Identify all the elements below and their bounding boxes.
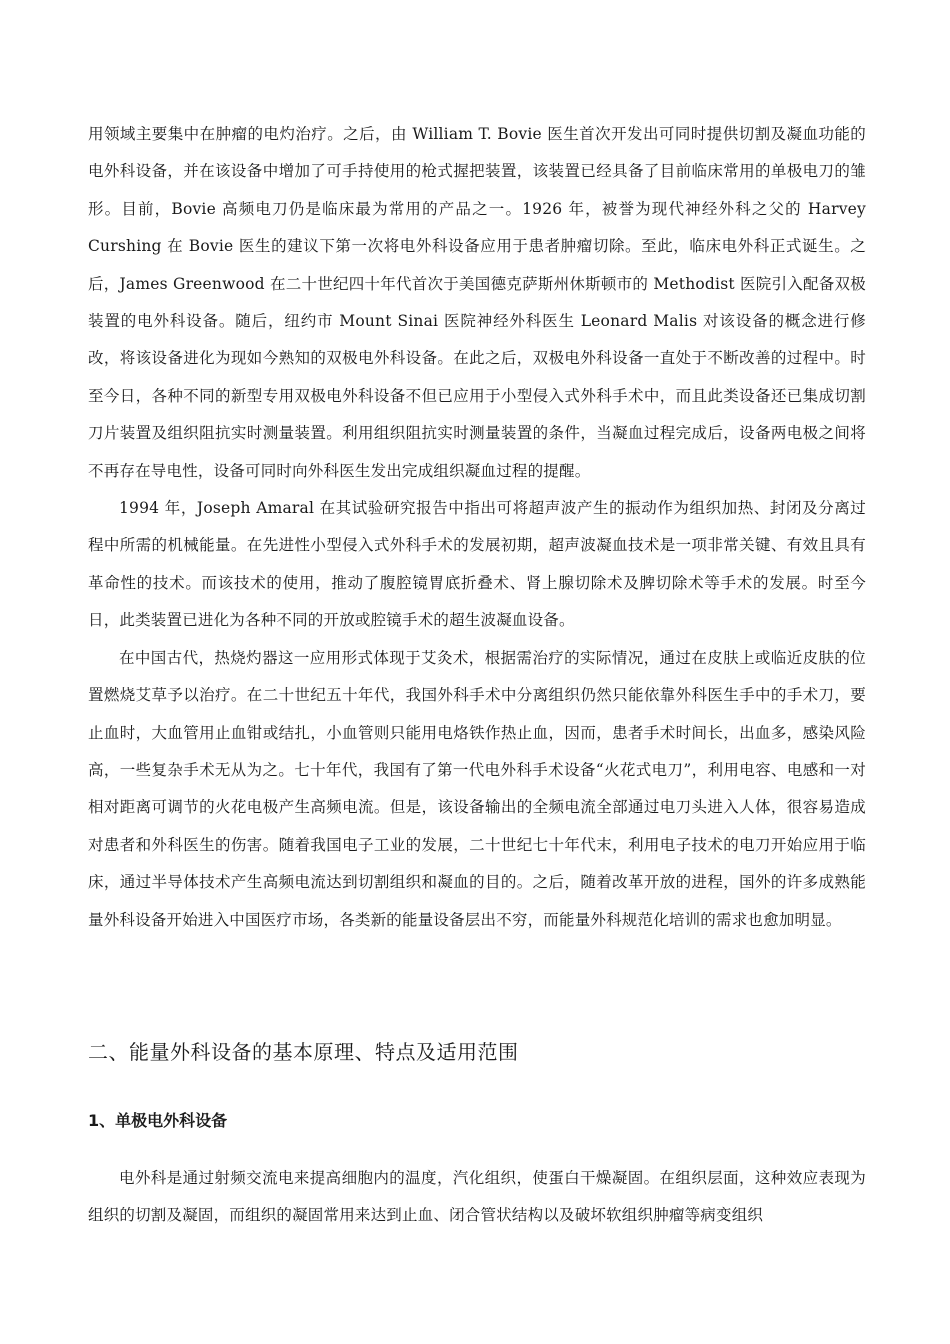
paragraph-electrosurgery-principle: 电外科是通过射频交流电来提高细胞内的温度，汽化组织，使蛋白干燥凝固。在组织层面，这种效应表现为组织的切割及凝固，而组织的凝固常用来达到止血、闭合管状结构以及破坏软组织肿瘤等病变组织 xyxy=(88,1169,866,1225)
paragraph-bovie-history: 用领域主要集中在肿瘤的电灼治疗。之后，由 William T. Bovie 医生首次开发出可同时提供切割及凝血功能的电外科设备，并在该设备中增加了可手持使用的枪式握把装置，该装置已经具备了目前临床常用的单极电刀的雏形。目前，Bovie 高频电刀仍是临床最为常用的产品之一。1926 年，被誉为现代神经外科之父的 Harvey Curshing 在 Bovie 医生的建议下第一次将电外科设备应用于患者肿瘤切除。至此，临床电外科正式诞生。之后，James Greenwood 在二十世纪四十年代首次于美国德克萨斯州休斯顿市的 Methodist 医院引入配备双极装置的电外科设备。随后，纽约市 Mount Sinai 医院神经外科医生 Leonard Malis 对该设备的概念进行修改，将该设备进化为现如今熟知的双极电外科设备。在此之后，双极电外科设备一直处于不断改善的过程中。时至今日，各种不同的新型专用双极电外科设备不但已应用于小型侵入式外科手术中，而且此类设备还已集成切割刀片装置及组织阻抗实时测量装置。利用组织阻抗实时测量装置的条件，当凝血过程完成后，设备两电极之间将不再存在导电性，设备可同时向外科医生发出完成组织凝血过程的提醒。 xyxy=(88,125,866,480)
section-heading: 二、能量外科设备的基本原理、特点及适用范围 xyxy=(88,1040,519,1064)
subsection-heading: 1、单极电外科设备 xyxy=(88,1111,228,1130)
document-body xyxy=(88,116,866,939)
paragraph-ultrasonic-history: 1994 年，Joseph Amaral 在其试验研究报告中指出可将超声波产生的振动作为组织加热、封闭及分离过程中所需的机械能量。在先进性小型侵入式外科手术的发展初期，超声波凝血技术是一项非常关键、有效且具有革命性的技术。而该技术的使用，推动了腹腔镜胃底折叠术、肾上腺切除术及脾切除术等手术的发展。时至今日，此类装置已进化为各种不同的开放或腔镜手术的超生波凝血设备。 xyxy=(88,499,866,630)
document-tail xyxy=(88,1160,866,1235)
paragraph-china-history: 在中国古代，热烧灼器这一应用形式体现于艾灸术，根据需治疗的实际情况，通过在皮肤上或临近皮肤的位置燃烧艾草予以治疗。在二十世纪五十年代，我国外科手术中分离组织仍然只能依靠外科医生手中的手术刀，要止血时，大血管用止血钳或结扎，小血管则只能用电烙铁作热止血，因而，患者手术时间长，出血多，感染风险高，一些复杂手术无从为之。七十年代，我国有了第一代电外科手术设备“火花式电刀”，利用电容、电感和一对相对距离可调节的火花电极产生高频电流。但是，该设备输出的全频电流全部通过电刀头进入人体，很容易造成对患者和外科医生的伤害。随着我国电子工业的发展，二十世纪七十年代末，利用电子技术的电刀开始应用于临床，通过半导体技术产生高频电流达到切割组织和凝血的目的。之后，随着改革开放的进程，国外的许多成熟能量外科设备开始进入中国医疗市场，各类新的能量设备层出不穷，而能量外科规范化培训的需求也愈加明显。 xyxy=(88,648,866,929)
